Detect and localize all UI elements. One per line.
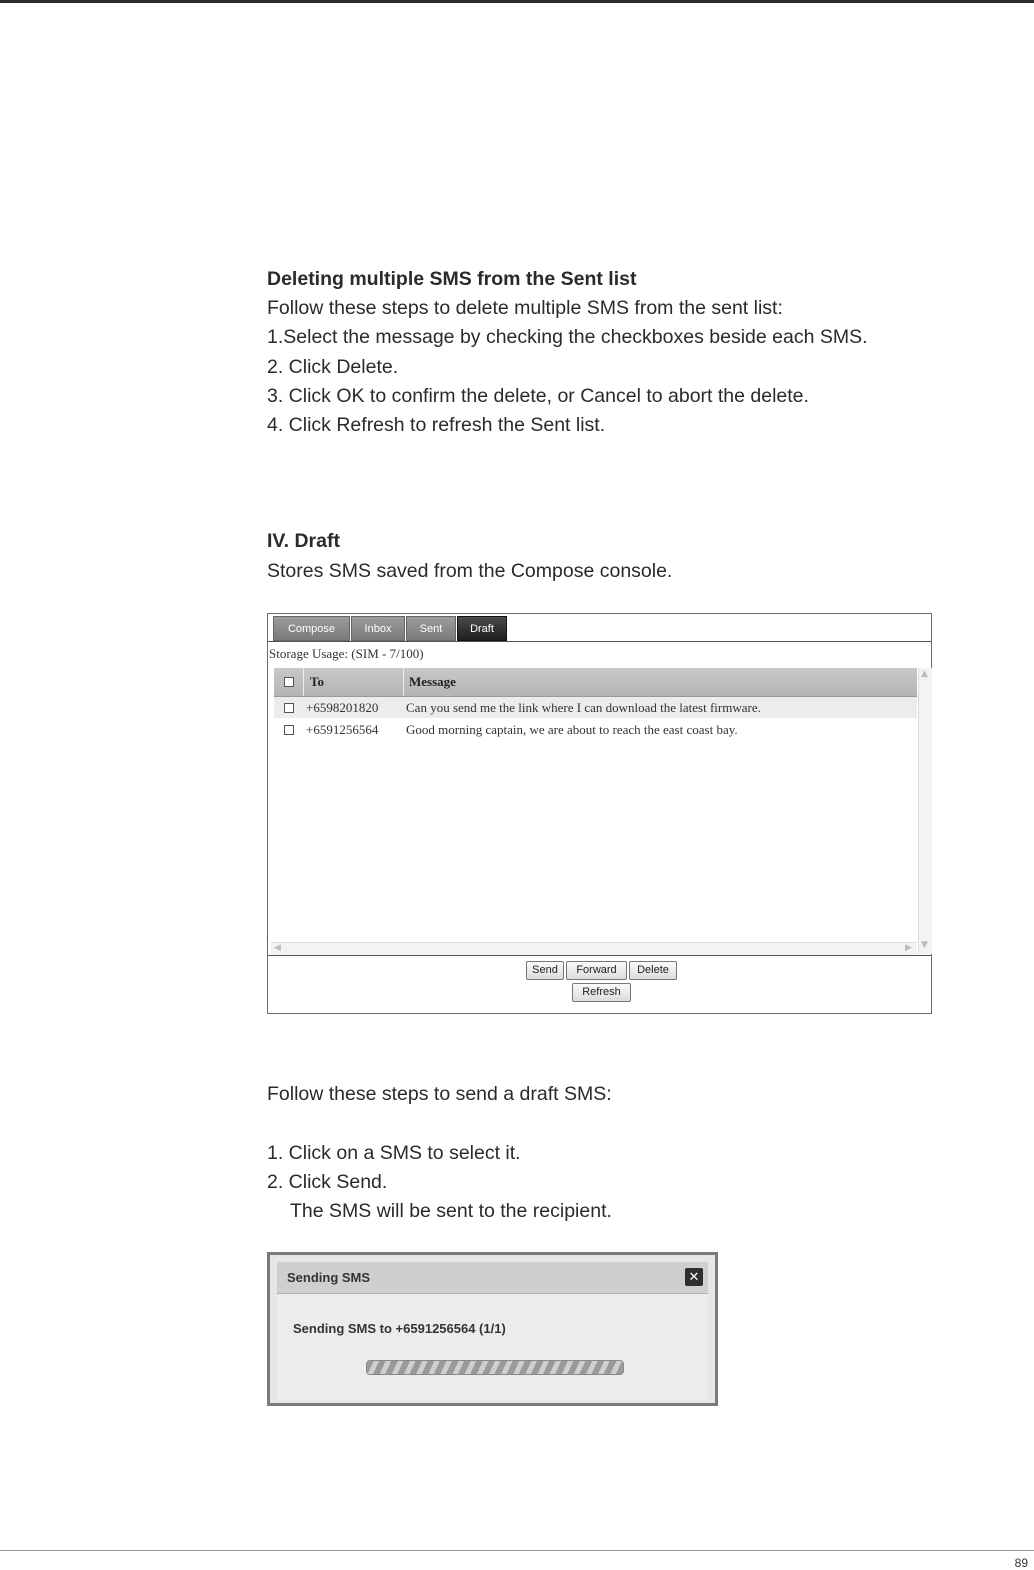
section-heading-delete-multiple: Deleting multiple SMS from the Sent list xyxy=(267,268,637,290)
section-intro: Follow these steps to send a draft SMS: xyxy=(267,1083,612,1105)
scroll-down-icon[interactable]: ▼ xyxy=(921,940,928,950)
scroll-up-icon[interactable]: ▲ xyxy=(921,669,928,679)
progress-fill xyxy=(367,1361,623,1374)
table-header xyxy=(274,668,917,697)
column-header-message[interactable]: Message xyxy=(409,674,456,689)
row-checkbox[interactable] xyxy=(284,703,294,713)
storage-usage: Storage Usage: (SIM - 7/100) xyxy=(269,646,424,661)
step-text: 2. Click Send. xyxy=(267,1171,388,1193)
column-header-to[interactable]: To xyxy=(310,674,324,689)
section-heading-draft: IV. Draft xyxy=(267,530,340,552)
row-checkbox[interactable] xyxy=(284,725,294,735)
send-button[interactable]: Send xyxy=(526,961,564,980)
step-note: The SMS will be sent to the recipient. xyxy=(290,1200,612,1222)
refresh-button[interactable]: Refresh xyxy=(572,983,631,1002)
tab-sent[interactable]: Sent xyxy=(406,616,456,641)
forward-button[interactable]: Forward xyxy=(566,961,627,980)
dialog-title: Sending SMS xyxy=(287,1270,371,1285)
dialog-title-bar xyxy=(277,1262,708,1294)
scroll-left-icon[interactable]: ◀ xyxy=(274,943,281,953)
step-text: 1. Click on a SMS to select it. xyxy=(267,1142,521,1164)
tab-compose[interactable]: Compose xyxy=(273,616,350,641)
progress-bar xyxy=(366,1360,624,1375)
row-to: +6598201820 xyxy=(306,700,379,715)
tab-draft[interactable]: Draft xyxy=(457,616,507,641)
row-to: +6591256564 xyxy=(306,722,379,737)
section-intro: Follow these steps to delete multiple SMS from the sent list: xyxy=(267,297,783,319)
horizontal-scrollbar[interactable] xyxy=(271,942,917,955)
close-icon[interactable]: ✕ xyxy=(685,1268,703,1286)
page-number: 89 xyxy=(1014,1556,1028,1570)
step-text: 2. Click Delete. xyxy=(267,356,399,378)
row-message: Can you send me the link where I can download the latest firmware. xyxy=(406,700,761,715)
scroll-right-icon[interactable]: ▶ xyxy=(905,943,912,953)
step-text: 1.Select the message by checking the checkboxes beside each SMS. xyxy=(267,326,868,348)
step-text: 3. Click OK to confirm the delete, or Cancel to abort the delete. xyxy=(267,385,809,407)
tab-bar xyxy=(268,614,931,642)
column-divider xyxy=(403,668,404,696)
draft-table xyxy=(271,668,917,942)
step-text: 4. Click Refresh to refresh the Sent list. xyxy=(267,414,606,436)
delete-button[interactable]: Delete xyxy=(629,961,677,980)
tab-inbox[interactable]: Inbox xyxy=(351,616,405,641)
table-row[interactable] xyxy=(274,697,917,718)
dialog-body xyxy=(277,1294,708,1400)
sms-draft-panel xyxy=(267,613,932,1014)
select-all-checkbox[interactable] xyxy=(284,677,294,687)
table-row[interactable] xyxy=(274,719,917,740)
top-rule xyxy=(0,0,1034,3)
row-message: Good morning captain, we are about to reach the east coast bay. xyxy=(406,722,738,737)
sending-status-text: Sending SMS to +6591256564 (1/1) xyxy=(293,1321,506,1336)
section-intro: Stores SMS saved from the Compose console. xyxy=(267,560,673,582)
sending-sms-dialog xyxy=(267,1252,718,1406)
column-divider xyxy=(303,668,304,696)
bottom-rule xyxy=(0,1550,1034,1551)
footer-divider xyxy=(268,955,931,956)
vertical-scrollbar[interactable] xyxy=(918,668,932,954)
